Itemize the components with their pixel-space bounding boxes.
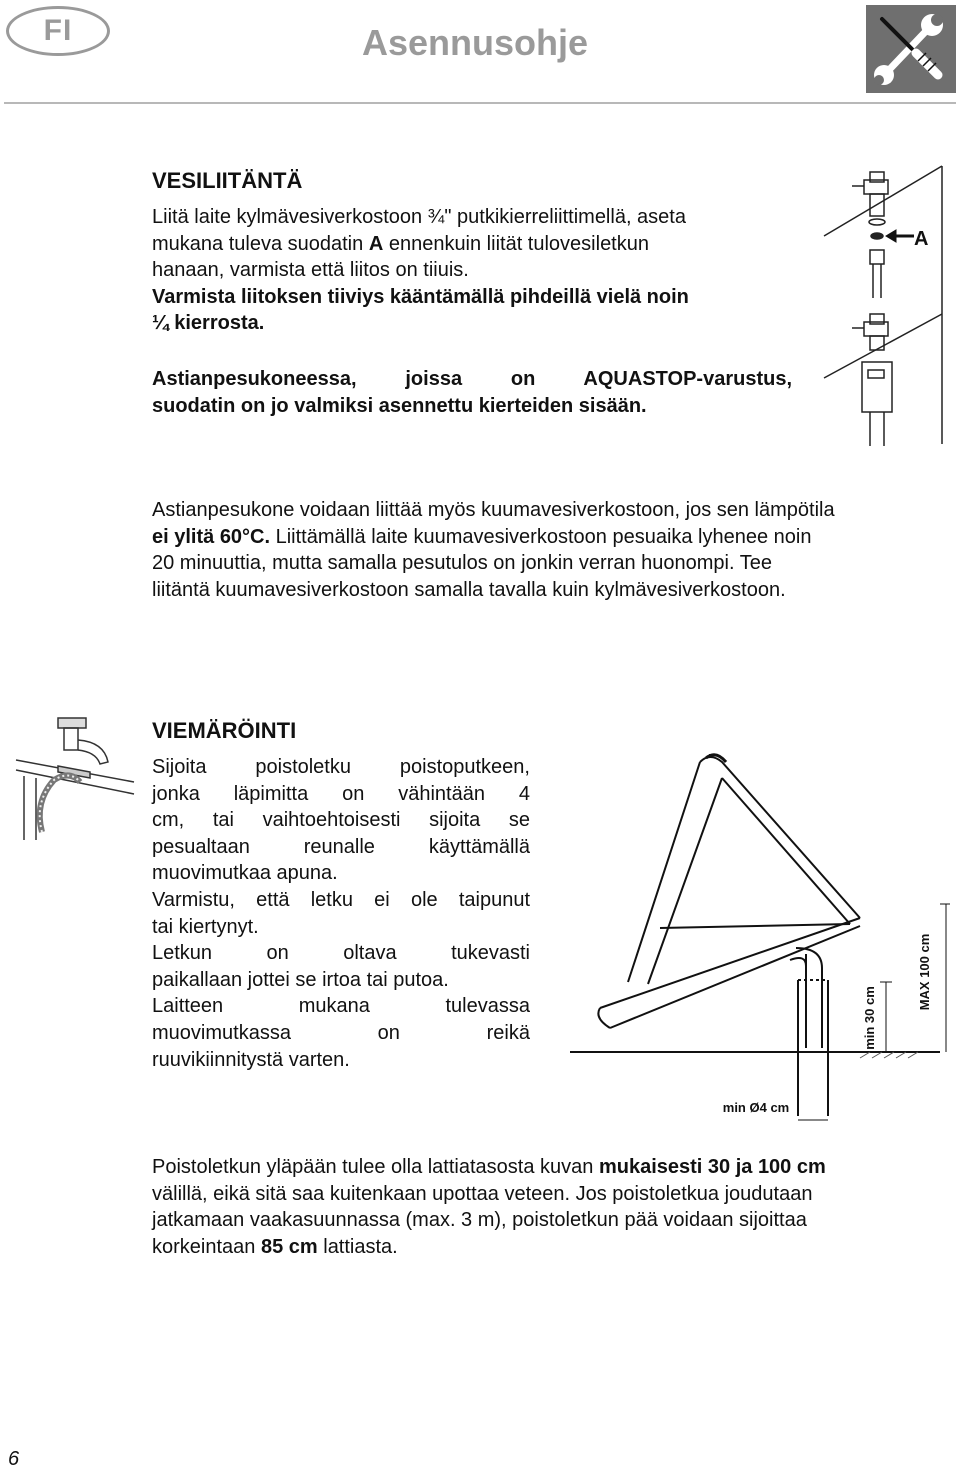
water-connection-heading: VESILIITÄNTÄ [152,168,303,193]
text-line: Laitteen mukana tulevassa [152,995,530,1018]
page-title: Asennusohje [362,22,589,63]
max-end-height: 85 cm [260,1235,318,1258]
text-line: ruuvikiinnitystä varten. [152,1048,350,1071]
text-line: välillä, eikä sitä saa kuitenkaan upottaa veteen. Jos poistoletkua joudutaan [152,1182,813,1205]
max-height-label: MAX 100 cm [917,933,932,1011]
text-line: muovimutkaa apuna. [152,862,338,885]
text-span: korkeintaan [152,1235,261,1258]
text-line: liitäntä kuumavesiverkostoon samalla tavalla kuin kylmävesiverkostoon. [152,578,786,601]
page-number: 6 [8,1448,20,1470]
text-line: Astianpesukone voidaan liittää myös kuumavesiverkostoon, jos sen lämpötila [152,499,835,521]
drain-height-paragraph [152,1154,946,1260]
text-line: Liitä laite kylmävesiverkostoon ¾" putkikierreliittimellä, aseta [152,206,686,228]
text-line: 20 minuuttia, mutta samalla pesutulos on jonkin verran huonompi. Tee [152,552,772,575]
tools-icon [866,5,956,93]
text-line: jatkamaan vaakasuunnassa (max. 3 m), poistoletkun pää voidaan sijoittaa [152,1209,807,1232]
text-line: Varmistu, että letku ei ole taipunut [152,888,530,911]
water-connection-instructions [152,204,792,337]
language-badge [6,6,110,56]
temperature-limit: ei ylitä 60°C. [152,525,271,548]
tighten-instruction-cont: ¼ kierrosta. [152,312,265,335]
drain-height-figure [560,748,950,1126]
text-line: suodatin on jo valmiksi asennettu kierteiden sisään. [152,394,647,417]
header-divider [4,102,956,104]
text-line: hanaan, varmista että liitos on tiiuis. [152,259,469,282]
text-span: ennenkuin liität tulovesiletkun [383,232,649,255]
text-line: jonka läpimitta on vähintään 4 [152,782,530,805]
drain-instructions [152,754,530,1073]
text-span: lattiasta. [317,1235,398,1258]
min-diameter-label: min Ø4 cm [722,1100,790,1115]
text-span: mukana tuleva suodatin [152,232,369,255]
text-line [152,231,792,258]
drain-heading: VIEMÄRÖINTI [152,718,297,743]
text-line [152,1234,946,1261]
hot-water-paragraph [152,497,946,603]
language-code: FI [43,14,73,47]
text-span: Poistoletkun yläpään tulee olla lattiatasosta kuvan [152,1156,599,1178]
aquastop-note [152,366,792,419]
text-span: Liittämällä laite kuumavesiverkostoon pesuaika lyhenee noin [270,525,812,548]
text-line [152,1154,946,1181]
text-line: Astianpesukoneessa, joissa on AQUASTOP-varustus, [152,368,792,390]
tighten-instruction: Varmista liitoksen tiiviys kääntämällä pihdeillä vielä noin [152,285,689,308]
text-line: cm, tai vaihtoehtoisesti sijoita se [152,809,530,832]
sink-tap-figure [14,712,140,842]
text-line: paikallaan jottei se irtoa tai putoa. [152,968,449,991]
text-line: pesualtaan reunalle käyttämällä [152,835,530,858]
text-line: tai kiertynyt. [152,915,259,938]
text-line: muovimutkassa on reikä [152,1021,530,1044]
filter-reference: A [368,232,384,255]
text-line [152,524,946,551]
height-range: mukaisesti 30 ja 100 cm [598,1156,826,1178]
text-line: Letkun on oltava tukevasti [152,942,530,965]
tap-connection-figure [822,164,952,450]
text-line: Sijoita poistoletku poistoputkeen, [152,756,530,778]
filter-label: A [914,228,929,250]
min-height-label: min 30 cm [862,986,877,1050]
